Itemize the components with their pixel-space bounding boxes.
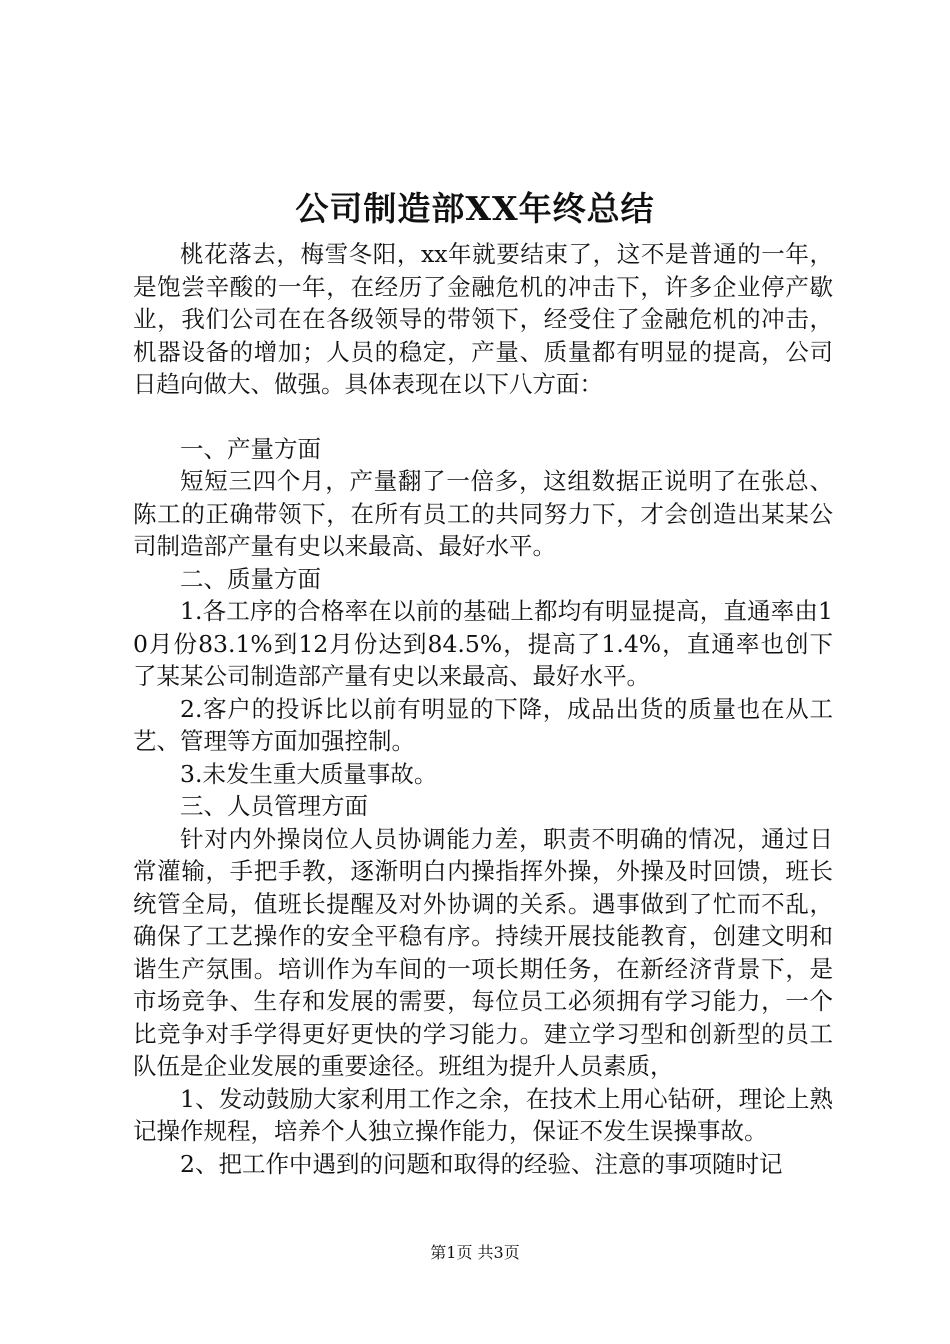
- paragraph-quality-3: 3.未发生重大质量事故。: [180, 759, 438, 788]
- paragraph-personnel: 针对内外操岗位人员协调能力差，职责不明确的情况，通过日常灌输，手把手教，逐渐明白内操指挥外操，外操及时回馈，班长统管全局，值班长提醒及对外协调的关系。遇事做到了忙而不乱，确保了工艺操作的安全平稳有序。持续开展技能教育，创建文明和谐生产氛围。培训作为车间的一项长期任务，在新经济背景下，是市场竞争、生存和发展的需要，每位员工必须拥有学习能力，一个比竞争对手学得更好更快的学习能力。建立学习型和创新型的员工队伍是企业发展的重要途径。班组为提升人员素质，: [133, 824, 833, 1080]
- paragraph-quality-2: 2.客户的投诉比以前有明显的下降，成品出货的质量也在从工艺、管理等方面加强控制。: [133, 694, 833, 755]
- paragraph-quality-1: 1.各工序的合格率在以前的基础上都均有明显提高，直通率由10月份83.1%到12月份达到84.5%，提高了1.4%，直通率也创下了某某公司制造部产量有史以来最高、最好水平。: [133, 597, 833, 690]
- paragraph-intro: 桃花落去，梅雪冬阳，xx年就要结束了，这不是普通的一年，是饱尝辛酸的一年，在经历了金融危机的冲击下，许多企业停产歇业，我们公司在在各级领导的带领下，经受住了金融危机的冲击，机器设备的增加；人员的稳定，产量、质量都有明显的提高，公司日趋向做大、做强。具体表现在以下八方面：: [133, 240, 833, 398]
- paragraph-output: 短短三四个月，产量翻了一倍多，这组数据正说明了在张总、陈工的正确带领下，在所有员工的共同努力下，才会创造出某某公司制造部产量有史以来最高、最好水平。: [133, 467, 833, 560]
- section-heading-quality: 二、质量方面: [180, 564, 321, 593]
- page-number-footer: 第1页 共3页: [430, 1243, 520, 1262]
- document-body: [133, 238, 833, 1180]
- section-heading-personnel: 三、人员管理方面: [180, 792, 368, 820]
- document-title: 公司制造部XX年终总结: [295, 189, 655, 228]
- paragraph-personnel-2: 2、把工作中遇到的问题和取得的经验、注意的事项随时记: [180, 1149, 783, 1178]
- section-heading-output: 一、产量方面: [180, 434, 321, 463]
- paragraph-personnel-1: 1、发动鼓励大家利用工作之余，在技术上用心钻研，理论上熟记操作规程，培养个人独立操作能力，保证不发生误操事故。: [133, 1084, 833, 1145]
